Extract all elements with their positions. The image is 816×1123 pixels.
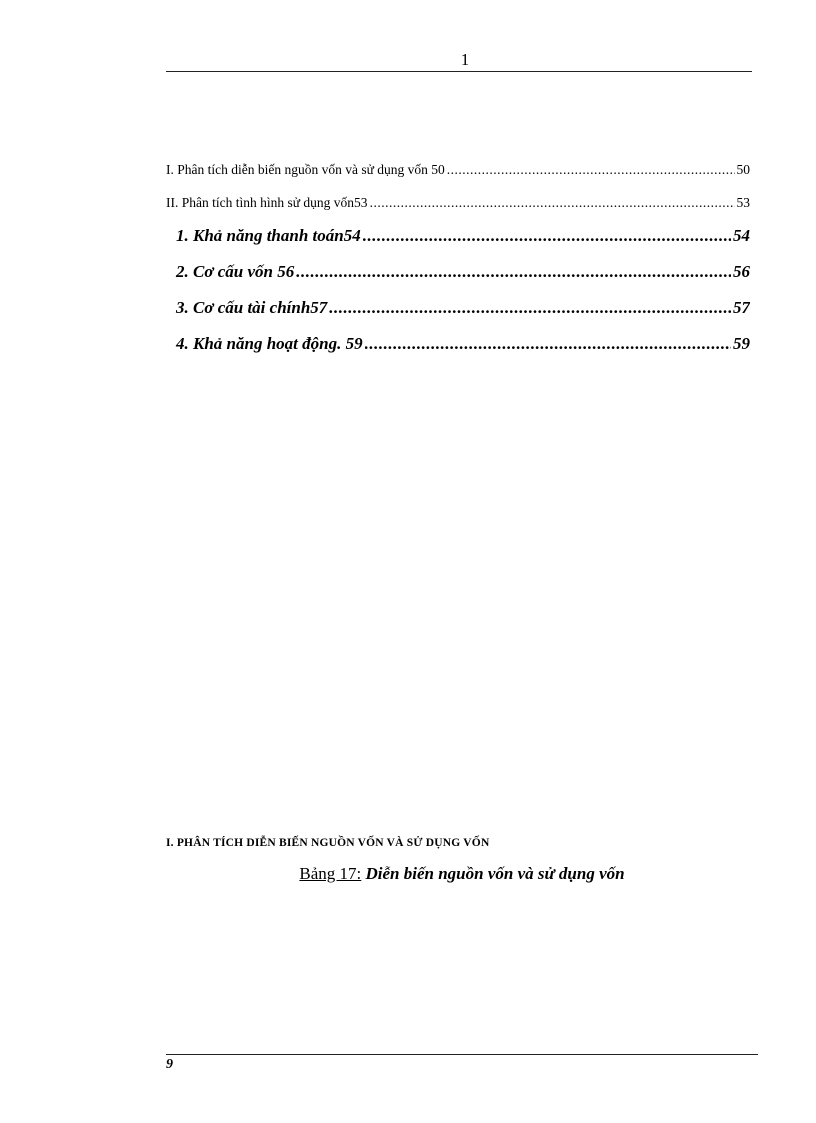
toc-dot-leader — [363, 223, 731, 249]
toc-dot-leader — [447, 157, 735, 183]
footer-rule — [166, 1054, 758, 1055]
header-rule — [166, 71, 752, 72]
toc-entry-page: 57 — [733, 298, 750, 317]
toc-dot-leader — [370, 190, 735, 216]
toc-entry-section-1[interactable] — [166, 157, 750, 190]
caption-label: Bảng 17: — [299, 864, 362, 883]
toc-entry-subsection-2[interactable] — [166, 259, 750, 295]
toc-entry-subsection-4[interactable] — [166, 331, 750, 367]
toc-entry-subsection-3[interactable] — [166, 295, 750, 331]
page-number-header: 1 — [460, 50, 470, 69]
table-caption — [166, 864, 758, 884]
table-of-contents — [166, 157, 750, 367]
caption-title: Diễn biến nguồn vốn và sử dụng vốn — [365, 864, 625, 883]
toc-entry-page: 53 — [736, 195, 750, 210]
toc-entry-title: 2. Cơ cấu vốn 56 — [176, 262, 295, 281]
toc-entry-subsection-1[interactable] — [166, 223, 750, 259]
page-number-footer: 9 — [166, 1057, 173, 1072]
toc-entry-title: 4. Khả năng hoạt động. 59 — [176, 334, 363, 353]
toc-entry-title: I. Phân tích diễn biến nguồn vốn và sử dụng vốn 50 — [166, 162, 445, 177]
toc-entry-title: 3. Cơ cấu tài chính57 — [176, 298, 328, 317]
toc-entry-page: 50 — [736, 162, 750, 177]
toc-entry-section-2[interactable] — [166, 190, 750, 223]
toc-entry-title: II. Phân tích tình hình sử dụng vốn53 — [166, 195, 368, 210]
toc-entry-page: 59 — [733, 334, 750, 353]
toc-dot-leader — [329, 295, 731, 321]
section-heading: I. PHÂN TÍCH DIỄN BIẾN NGUỒN VỐN VÀ SỬ DỤNG VỐN — [166, 837, 490, 849]
toc-entry-page: 54 — [733, 226, 750, 245]
toc-entry-title: 1. Khả năng thanh toán54 — [176, 226, 361, 245]
toc-entry-page: 56 — [733, 262, 750, 281]
toc-dot-leader — [365, 331, 731, 357]
toc-dot-leader — [296, 259, 731, 285]
